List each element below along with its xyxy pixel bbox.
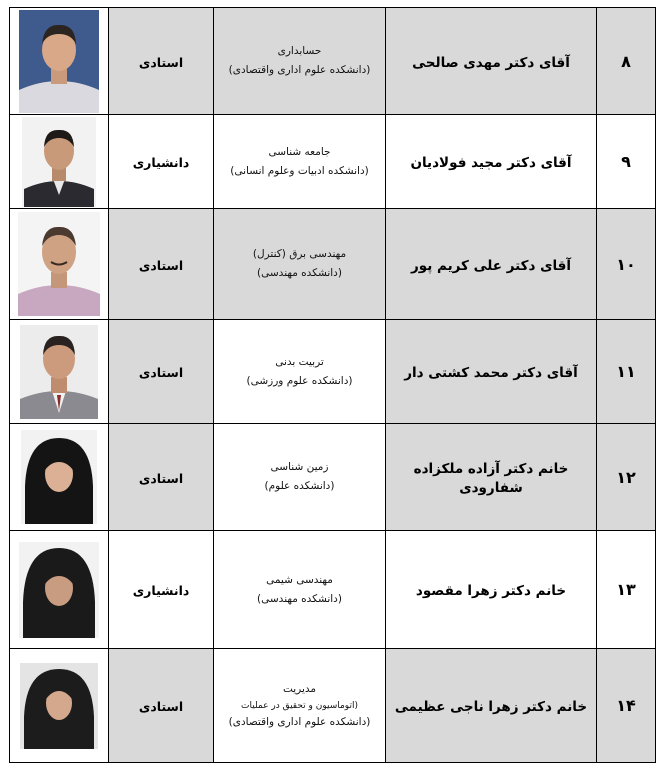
field-cell	[214, 8, 386, 115]
academic-rank: استادی	[138, 470, 184, 486]
number-cell	[597, 115, 656, 209]
name-cell	[386, 424, 597, 531]
name-cell	[386, 320, 597, 424]
portrait-photo	[22, 117, 96, 207]
row-number: ۱۲	[616, 467, 636, 487]
rank-cell	[109, 424, 214, 531]
rank-cell	[109, 649, 214, 763]
portrait-photo	[20, 663, 98, 749]
field-cell	[214, 115, 386, 209]
faculty-name: (دانشکده مهندسی)	[257, 267, 342, 279]
rank-cell	[109, 531, 214, 649]
professor-name: آقای دکتر مهدی صالحی	[412, 54, 570, 71]
name-cell	[386, 649, 597, 763]
portrait-photo	[19, 10, 99, 113]
field-of-study: تربیت بدنی	[275, 355, 324, 368]
field-cell	[214, 531, 386, 649]
professor-name: خانم دکتر آزاده ملکزاده شفارودی	[413, 461, 569, 496]
photo-cell	[10, 8, 109, 115]
number-cell	[597, 649, 656, 763]
field-cell	[214, 424, 386, 531]
faculty-name: (دانشکده علوم اداری واقتصادی)	[228, 64, 371, 76]
faculty-table-wrapper	[9, 7, 652, 763]
rank-cell	[109, 209, 214, 320]
professor-name: خانم دکتر زهرا مقصود	[415, 583, 567, 599]
row-number: ۱۳	[616, 580, 636, 599]
faculty-name: (دانشکده علوم)	[264, 480, 335, 492]
faculty-table	[9, 7, 656, 763]
row-number: ۱۰	[616, 254, 636, 274]
portrait-photo	[19, 542, 99, 638]
table-row	[10, 320, 656, 424]
rank-cell	[109, 8, 214, 115]
photo-cell	[10, 649, 109, 763]
row-number: ۱۴	[616, 696, 636, 715]
photo-cell	[10, 320, 109, 424]
table-row	[10, 649, 656, 763]
faculty-name: (دانشکده مهندسی)	[257, 592, 342, 605]
field-of-study: جامعه شناسی	[268, 145, 331, 158]
photo-cell	[10, 424, 109, 531]
academic-rank: استادی	[138, 699, 184, 714]
name-cell	[386, 8, 597, 115]
table-row	[10, 531, 656, 649]
faculty-name: (دانشکده ادبیات وعلوم انسانی)	[230, 164, 369, 177]
portrait-photo	[20, 325, 98, 419]
professor-name: آقای دکتر محمد کشتی دار	[404, 365, 578, 381]
field-cell	[214, 209, 386, 320]
professor-name: خانم دکتر زهرا ناجی عظیمی	[394, 699, 588, 715]
faculty-name: (دانشکده علوم ورزشی)	[246, 374, 353, 387]
field-cell	[214, 649, 386, 763]
photo-cell	[10, 209, 109, 320]
number-cell	[597, 531, 656, 649]
name-cell	[386, 115, 597, 209]
academic-rank: استادی	[138, 54, 184, 70]
photo-cell	[10, 531, 109, 649]
row-number: ۹	[621, 152, 631, 171]
table-row	[10, 8, 656, 115]
number-cell	[597, 424, 656, 531]
professor-name: آقای دکتر مجید فولادیان	[410, 155, 572, 171]
number-cell	[597, 8, 656, 115]
portrait-photo	[18, 212, 100, 316]
field-of-study: زمین شناسی	[270, 461, 329, 473]
field-of-study: مهندسی شیمی	[266, 573, 333, 586]
photo-cell	[10, 115, 109, 209]
field-of-study: مهندسی برق (کنترل)	[252, 248, 347, 260]
field-of-study: مدیریت	[282, 682, 317, 695]
name-cell	[386, 531, 597, 649]
row-number: ۱۱	[616, 362, 636, 381]
professor-name: آقای دکتر علی کریم پور	[411, 257, 571, 274]
field-of-study: حسابداری	[277, 45, 322, 57]
row-number: ۸	[621, 51, 631, 71]
number-cell	[597, 209, 656, 320]
name-cell	[386, 209, 597, 320]
academic-rank: دانشیاری	[132, 583, 190, 598]
rank-cell	[109, 320, 214, 424]
table-row	[10, 424, 656, 531]
table-row	[10, 115, 656, 209]
rank-cell	[109, 115, 214, 209]
sub-field: (اتوماسیون و تحقیق در عملیات	[241, 700, 358, 711]
academic-rank: دانشیاری	[132, 155, 190, 170]
portrait-photo	[21, 430, 97, 524]
academic-rank: استادی	[138, 365, 184, 380]
field-cell	[214, 320, 386, 424]
academic-rank: استادی	[138, 257, 184, 273]
table-row	[10, 209, 656, 320]
number-cell	[597, 320, 656, 424]
faculty-name: (دانشکده علوم اداری واقتصادی)	[228, 715, 371, 728]
